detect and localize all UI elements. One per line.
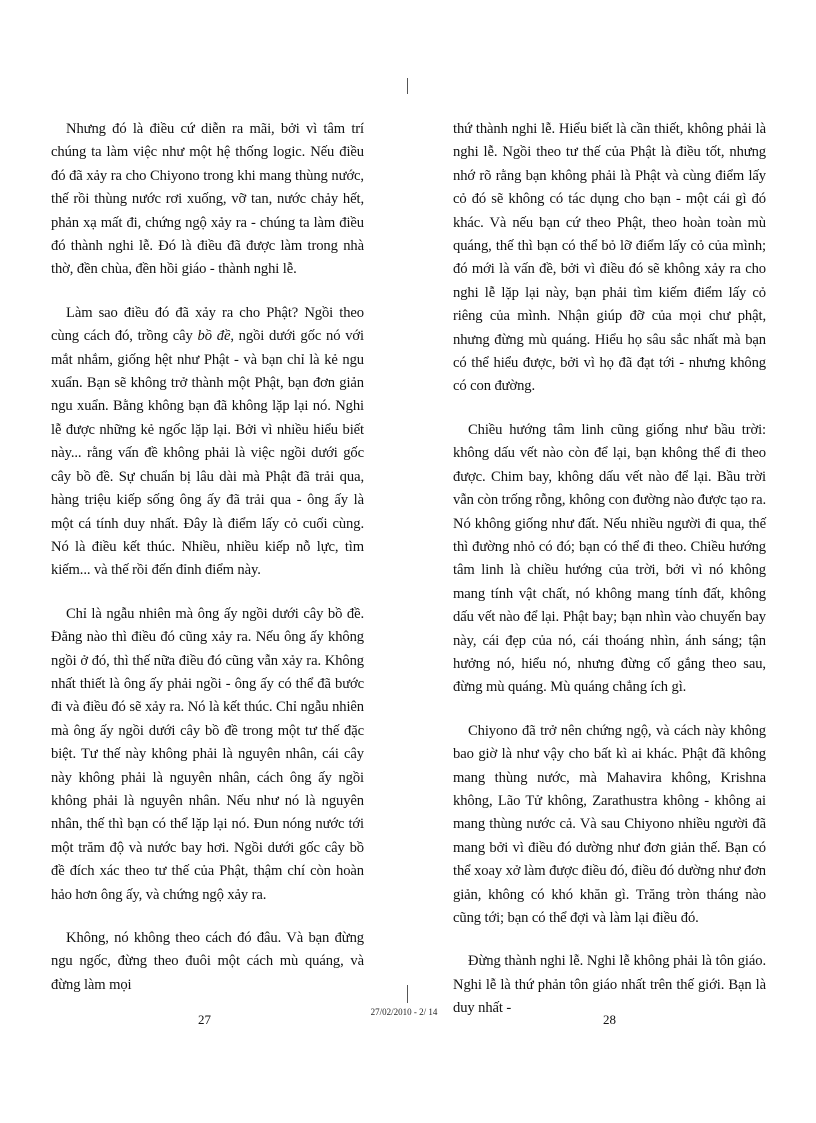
right-paragraph-3: Chiyono đã trở nên chứng ngộ, và cách này không bao giờ là như vậy cho bất kì ai khác. Phật đã không mang thùng nước, mà Mahavira không, Krishna không, Lão Tử không, Zarathustra không - không ai mang thùng nước cả. Và sau Chiyono nhiều người đã mang bởi vì điều đó dường như đơn giản thế. Bạn có thể xoay xở làm được điều đó, điều đó dường như đơn giản, không có khó khăn gì. Trăng tròn tháng nào cũng tới; bạn có thể đợi và làm lại điều đó. [453, 722, 766, 926]
gutter-mark-top [407, 78, 408, 94]
left-paragraph-2: Làm sao điều đó đã xảy ra cho Phật? Ngồi theo cùng cách đó, trồng cây bồ đề, ngồi dưới gốc nó với mắt nhắm, giống hệt như Phật - và bạn chỉ là kẻ ngu xuẩn. Bạn sẽ không trở thành một Phật, bạn đơn giản ngu xuẩn. Bằng không bạn đã không lặp lại nó. Nghi lễ được những kẻ ngốc lặp lại. Bởi vì nhiều hiểu biết này... rằng vấn đề không phải là việc ngồi dưới gốc cây bồ đề. Sự chuẩn bị lâu dài mà Phật đã trải qua, hàng triệu kiếp sống ông ấy đã trải qua - ông ấy là một cá tính duy nhất. Đây là điểm lấy cỏ cuối cùng. Nó là điều kết thúc. Nhiều, nhiều kiếp nỗ lực, tìm kiếm... và thế rồi đến đỉnh điểm này. [51, 304, 364, 579]
right-page-number: 28 [603, 1012, 616, 1027]
left-paragraph-3: Chỉ là ngẫu nhiên mà ông ấy ngồi dưới cây bồ đề. Đằng nào thì điều đó cũng xảy ra. Nếu ông ấy không ngồi ở đó, thì thế nữa điều đó cũng vẫn xảy ra. Không nhất thiết là ông ấy phải ngồi - ông ấy có thể đã bước đi và điều đó sẽ xảy ra. Nó là kết thúc. Chỉ ngẫu nhiên mà ông ấy ngồi dưới cây bồ đề trong một tư thế đặc biệt. Tư thế này không phải là nguyên nhân, cái cây này không phải là nguyên nhân, cách ông ấy ngồi không phải là nguyên nhân. Nếu như nó là nguyên nhân, thế thì bạn có thể lặp lại nó. Đun nóng nước tới một trăm độ và nước bay hơi. Ngồi dưới gốc cây bồ đề đích xác theo tư thế của Phật, thậm chí còn hoàn hảo hơn ông ấy, và chứng ngộ xảy ra. [51, 605, 364, 903]
right-paragraph-1: thứ thành nghi lễ. Hiểu biết là cần thiết, không phải là nghi lễ. Ngồi theo tư thế của Phật là điều tốt, nhưng nhớ rõ rằng bạn không phải là Phật và cùng điểm lấy cỏ đó sẽ không có tác dụng cho bạn - một cái gì đó khác. Và nếu bạn cứ theo Phật, theo hoàn toàn mù quáng, thế thì bạn có thể bỏ lỡ điểm lấy cỏ của mình; đó mới là vấn đề, bởi vì điều đó sẽ không xảy ra cho nghi lễ lặp lại này, bạn phải tìm kiếm điểm lấy cỏ riêng của mình. Nhận giúp đỡ của mọi chư phật, nhưng đừng mù quáng. Hiểu họ sâu sắc nhất mà bạn có thể hiểu được, bởi vì họ đã đạt tới - nhưng không có con đường. [453, 121, 766, 395]
left-page-number: 27 [198, 1012, 211, 1027]
right-paragraph-4: Đừng thành nghi lễ. Nghi lễ không phải là tôn giáo. Nghi lễ là thứ phản tôn giáo nhất trên thế giới. Bạn là duy nhất - [453, 953, 766, 1017]
right-paragraph-2: Chiều hướng tâm linh cũng giống như bầu trời: không dấu vết nào còn để lại, bạn không thể đi theo được. Chim bay, không dấu vết nào để lại. Bầu trời vẫn còn trống rỗng, không con đường nào được tạo ra. Nó không giống như đất. Nếu nhiều người đi qua, thế thì đường nhỏ có đó; bạn có thể đi theo. Chiều hướng tâm linh là chiều hướng của trời, bởi vì nó không mang tính vật chất, nó không mang tính đất, không dấu vết nào để lại. Phật bay; bạn nhìn vào chuyến bay này, cái đẹp của nó, cái thoáng nhìn, ánh sáng; tận hưởng nó, hiểu nó, nhưng đừng cố gắng theo sau, đừng mù quáng. Mù quáng chẳng ích gì. [453, 421, 766, 696]
footer-stamp: 27/02/2010 - 2/ 14 [370, 1007, 438, 1017]
left-paragraph-1: Nhưng đó là điều cứ diễn ra mãi, bởi vì tâm trí chúng ta làm việc như một hệ thống logic. Nếu điều đó đã xảy ra cho Chiyono trong khi mang thùng nước, thế rồi thùng nước rơi xuống, vỡ tan, nước chảy hết, phản xạ mất đi, chứng ngộ xảy ra - chúng ta làm điều đó thành nghi lễ. Đó là điều đã được làm trong nhà thờ, đền chùa, đền hồi giáo - thành nghi lễ. [51, 121, 364, 278]
left-page-text [51, 118, 364, 1017]
left-paragraph-4: Không, nó không theo cách đó đâu. Và bạn đừng ngu ngốc, đừng theo đuôi một cách mù quáng, và đừng làm mọi [51, 930, 364, 993]
gutter-mark-bottom [407, 985, 408, 1003]
right-page-text [453, 118, 766, 1041]
